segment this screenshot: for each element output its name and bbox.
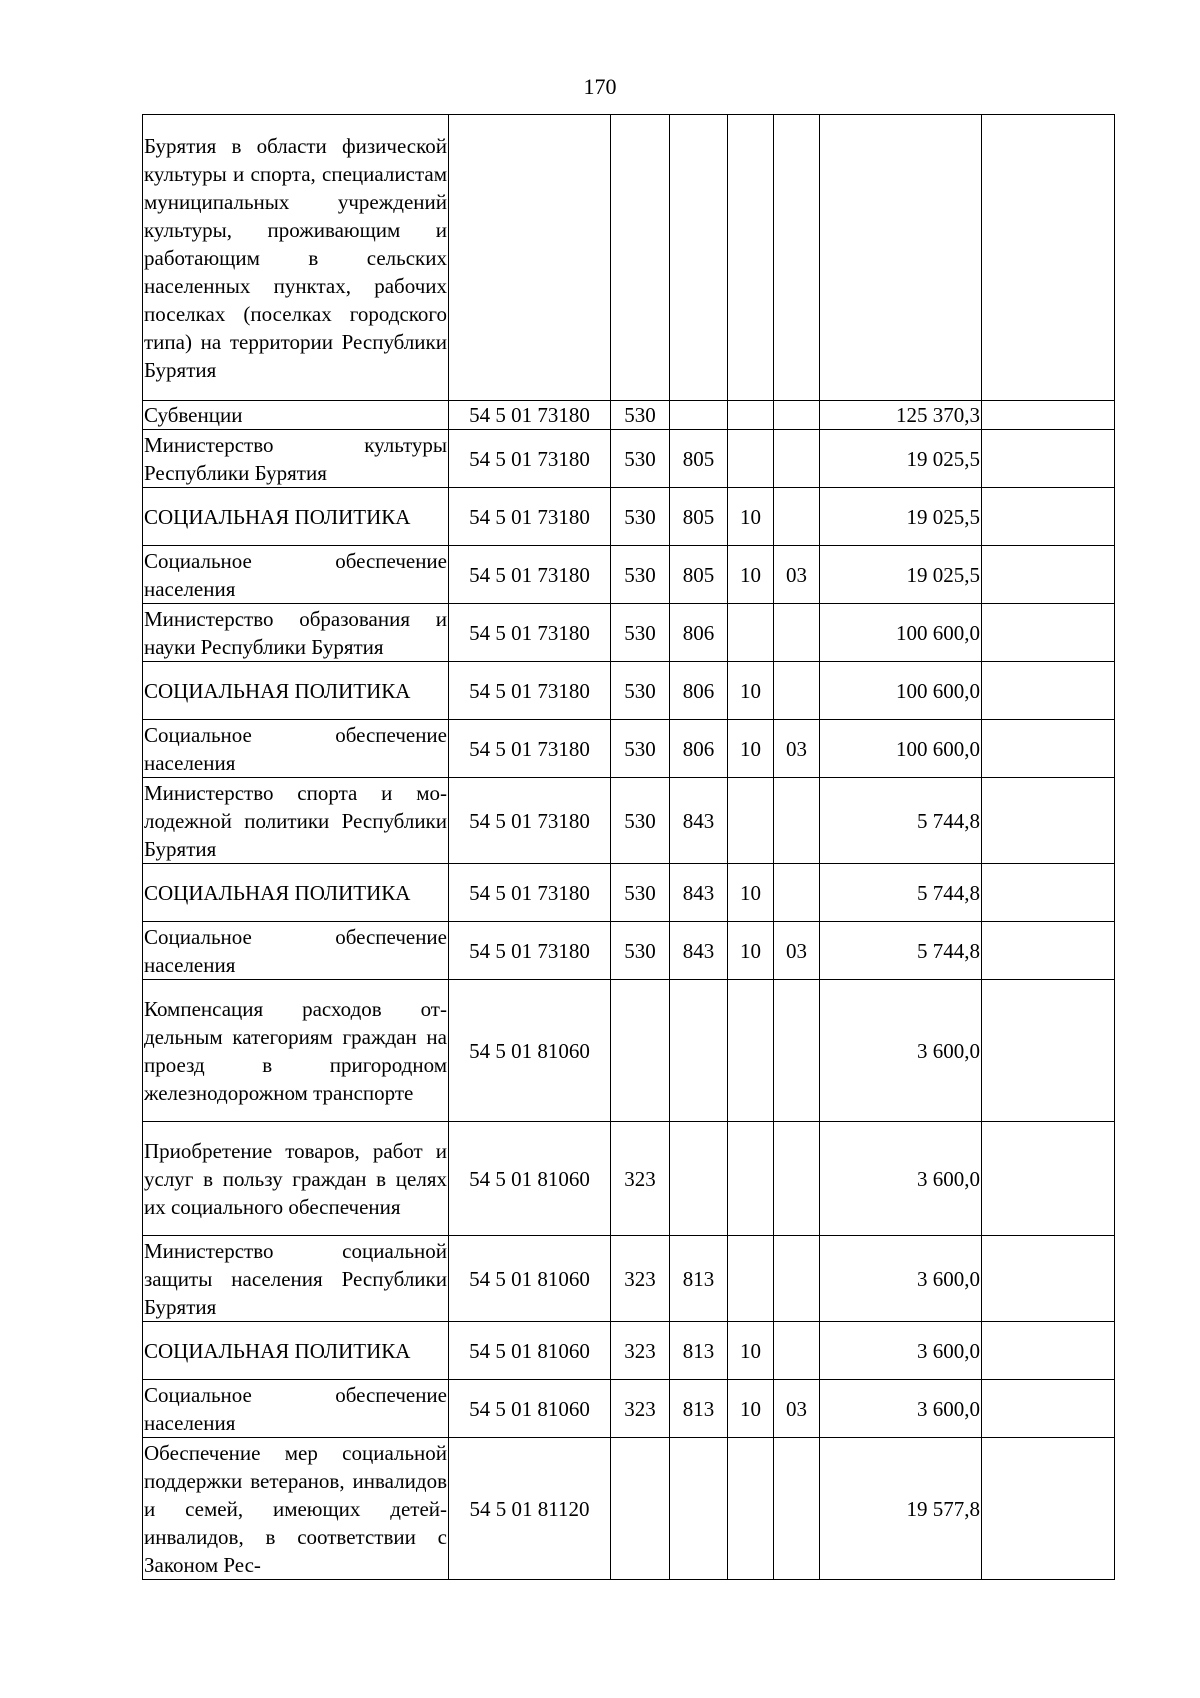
amount-cell: 3 600,0	[820, 1122, 982, 1236]
expense-type-cell	[611, 1438, 670, 1580]
extra-cell	[982, 488, 1115, 546]
row-name-cell: Компенсация расходов отдельным категориям граждан на проезд в пригородном железнодорожном транспорте	[143, 980, 449, 1122]
ministry-code-cell: 805	[670, 488, 728, 546]
amount-cell	[820, 115, 982, 401]
expense-type-cell: 530	[611, 604, 670, 662]
row-name-cell: Социальное обеспечение населения	[143, 720, 449, 778]
extra-cell	[982, 1122, 1115, 1236]
expense-type-cell: 323	[611, 1322, 670, 1380]
extra-cell	[982, 980, 1115, 1122]
subsection-cell: 03	[774, 546, 820, 604]
subsection-cell: 03	[774, 720, 820, 778]
subsection-cell: 03	[774, 1380, 820, 1438]
table-row	[143, 430, 1115, 488]
extra-cell	[982, 1438, 1115, 1580]
amount-cell: 5 744,8	[820, 922, 982, 980]
subsection-cell	[774, 1322, 820, 1380]
expense-type-cell: 530	[611, 488, 670, 546]
row-name-cell: СОЦИАЛЬНАЯ ПОЛИТИКА	[143, 488, 449, 546]
section-cell	[728, 604, 774, 662]
section-cell	[728, 1438, 774, 1580]
ministry-code-cell: 806	[670, 720, 728, 778]
target-article-code-cell: 54 5 01 73180	[449, 778, 611, 864]
section-cell: 10	[728, 922, 774, 980]
target-article-code-cell: 54 5 01 73180	[449, 662, 611, 720]
section-cell	[728, 430, 774, 488]
amount-cell: 19 025,5	[820, 488, 982, 546]
section-cell: 10	[728, 864, 774, 922]
amount-cell: 19 577,8	[820, 1438, 982, 1580]
row-name-cell: СОЦИАЛЬНАЯ ПОЛИТИКА	[143, 1322, 449, 1380]
table-row	[143, 1236, 1115, 1322]
subsection-cell	[774, 980, 820, 1122]
row-name-cell: Министерство образования и науки Республики Бурятия	[143, 604, 449, 662]
subsection-cell	[774, 1122, 820, 1236]
row-name-cell: Министерство спорта и молодежной политики Республики Бурятия	[143, 778, 449, 864]
table-row	[143, 488, 1115, 546]
row-name-cell: Социальное обеспечение населения	[143, 922, 449, 980]
subsection-cell: 03	[774, 922, 820, 980]
page-number: 170	[583, 74, 617, 99]
amount-cell: 125 370,3	[820, 401, 982, 430]
extra-cell	[982, 1322, 1115, 1380]
extra-cell	[982, 922, 1115, 980]
section-cell	[728, 115, 774, 401]
extra-cell	[982, 546, 1115, 604]
extra-cell	[982, 1380, 1115, 1438]
subsection-cell	[774, 864, 820, 922]
expense-type-cell	[611, 115, 670, 401]
amount-cell: 3 600,0	[820, 1236, 982, 1322]
amount-cell: 100 600,0	[820, 720, 982, 778]
table-row	[143, 662, 1115, 720]
target-article-code-cell: 54 5 01 73180	[449, 488, 611, 546]
ministry-code-cell: 813	[670, 1322, 728, 1380]
extra-cell	[982, 662, 1115, 720]
row-name-cell: Обеспечение мер социальной поддержки ветеранов, инвалидов и семей, имеющих детей-инвалидов, в соответствии с Законом Рес-	[143, 1438, 449, 1580]
row-name-cell: СОЦИАЛЬНАЯ ПОЛИТИКА	[143, 662, 449, 720]
amount-cell: 19 025,5	[820, 430, 982, 488]
target-article-code-cell: 54 5 01 73180	[449, 864, 611, 922]
amount-cell: 5 744,8	[820, 864, 982, 922]
expense-type-cell: 530	[611, 778, 670, 864]
target-article-code-cell: 54 5 01 73180	[449, 401, 611, 430]
extra-cell	[982, 864, 1115, 922]
section-cell: 10	[728, 1322, 774, 1380]
extra-cell	[982, 604, 1115, 662]
ministry-code-cell: 805	[670, 430, 728, 488]
row-name-cell: Министерство культуры Республики Бурятия	[143, 430, 449, 488]
ministry-code-cell: 843	[670, 864, 728, 922]
table-row	[143, 546, 1115, 604]
extra-cell	[982, 1236, 1115, 1322]
table-row	[143, 1122, 1115, 1236]
row-name-cell: СОЦИАЛЬНАЯ ПОЛИТИКА	[143, 864, 449, 922]
expense-type-cell	[611, 980, 670, 1122]
ministry-code-cell: 843	[670, 778, 728, 864]
amount-cell: 3 600,0	[820, 980, 982, 1122]
expense-type-cell: 323	[611, 1236, 670, 1322]
section-cell: 10	[728, 720, 774, 778]
subsection-cell	[774, 662, 820, 720]
subsection-cell	[774, 778, 820, 864]
ministry-code-cell: 843	[670, 922, 728, 980]
expense-type-cell: 323	[611, 1122, 670, 1236]
subsection-cell	[774, 430, 820, 488]
section-cell: 10	[728, 1380, 774, 1438]
table-row	[143, 115, 1115, 401]
row-name-cell: Социальное обеспечение населения	[143, 546, 449, 604]
extra-cell	[982, 115, 1115, 401]
budget-table	[142, 114, 1115, 1580]
row-name-cell: Бурятия в области физической культуры и спорта, специалистам муниципальных учреждений культуры, проживающим и работающим в сельских населенных пунктах, рабочих поселках (поселках городского типа) на территории Республики Бурятия	[143, 115, 449, 401]
target-article-code-cell: 54 5 01 81120	[449, 1438, 611, 1580]
table-row	[143, 1438, 1115, 1580]
row-name-cell: Приобретение товаров, работ и услуг в пользу граждан в целях их социального обеспечения	[143, 1122, 449, 1236]
section-cell	[728, 1236, 774, 1322]
expense-type-cell: 530	[611, 922, 670, 980]
table-row	[143, 720, 1115, 778]
table-row	[143, 864, 1115, 922]
ministry-code-cell: 813	[670, 1380, 728, 1438]
section-cell: 10	[728, 662, 774, 720]
ministry-code-cell: 806	[670, 604, 728, 662]
amount-cell: 3 600,0	[820, 1380, 982, 1438]
target-article-code-cell: 54 5 01 73180	[449, 922, 611, 980]
amount-cell: 100 600,0	[820, 662, 982, 720]
section-cell	[728, 980, 774, 1122]
expense-type-cell: 530	[611, 720, 670, 778]
row-name-cell: Социальное обеспечение населения	[143, 1380, 449, 1438]
section-cell	[728, 778, 774, 864]
ministry-code-cell	[670, 1438, 728, 1580]
amount-cell: 19 025,5	[820, 546, 982, 604]
ministry-code-cell: 813	[670, 1236, 728, 1322]
table-row	[143, 922, 1115, 980]
expense-type-cell: 530	[611, 401, 670, 430]
subsection-cell	[774, 401, 820, 430]
ministry-code-cell	[670, 1122, 728, 1236]
extra-cell	[982, 720, 1115, 778]
section-cell	[728, 1122, 774, 1236]
subsection-cell	[774, 1438, 820, 1580]
expense-type-cell: 530	[611, 864, 670, 922]
table-row	[143, 604, 1115, 662]
table-row	[143, 778, 1115, 864]
ministry-code-cell	[670, 401, 728, 430]
expense-type-cell: 323	[611, 1380, 670, 1438]
target-article-code-cell: 54 5 01 81060	[449, 980, 611, 1122]
table-row	[143, 980, 1115, 1122]
target-article-code-cell: 54 5 01 81060	[449, 1322, 611, 1380]
section-cell	[728, 401, 774, 430]
ministry-code-cell	[670, 115, 728, 401]
extra-cell	[982, 778, 1115, 864]
row-name-cell: Министерство социальной защиты населения Республики Бурятия	[143, 1236, 449, 1322]
table-row	[143, 1380, 1115, 1438]
subsection-cell	[774, 1236, 820, 1322]
row-name-cell: Субвенции	[143, 401, 449, 430]
ministry-code-cell	[670, 980, 728, 1122]
target-article-code-cell: 54 5 01 73180	[449, 604, 611, 662]
table-row	[143, 401, 1115, 430]
target-article-code-cell: 54 5 01 73180	[449, 430, 611, 488]
target-article-code-cell	[449, 115, 611, 401]
amount-cell: 3 600,0	[820, 1322, 982, 1380]
extra-cell	[982, 430, 1115, 488]
subsection-cell	[774, 488, 820, 546]
expense-type-cell: 530	[611, 662, 670, 720]
amount-cell: 100 600,0	[820, 604, 982, 662]
extra-cell	[982, 401, 1115, 430]
target-article-code-cell: 54 5 01 73180	[449, 546, 611, 604]
target-article-code-cell: 54 5 01 81060	[449, 1236, 611, 1322]
ministry-code-cell: 806	[670, 662, 728, 720]
subsection-cell	[774, 115, 820, 401]
expense-type-cell: 530	[611, 430, 670, 488]
table-row	[143, 1322, 1115, 1380]
ministry-code-cell: 805	[670, 546, 728, 604]
amount-cell: 5 744,8	[820, 778, 982, 864]
section-cell: 10	[728, 546, 774, 604]
target-article-code-cell: 54 5 01 81060	[449, 1122, 611, 1236]
section-cell: 10	[728, 488, 774, 546]
expense-type-cell: 530	[611, 546, 670, 604]
target-article-code-cell: 54 5 01 81060	[449, 1380, 611, 1438]
target-article-code-cell: 54 5 01 73180	[449, 720, 611, 778]
subsection-cell	[774, 604, 820, 662]
